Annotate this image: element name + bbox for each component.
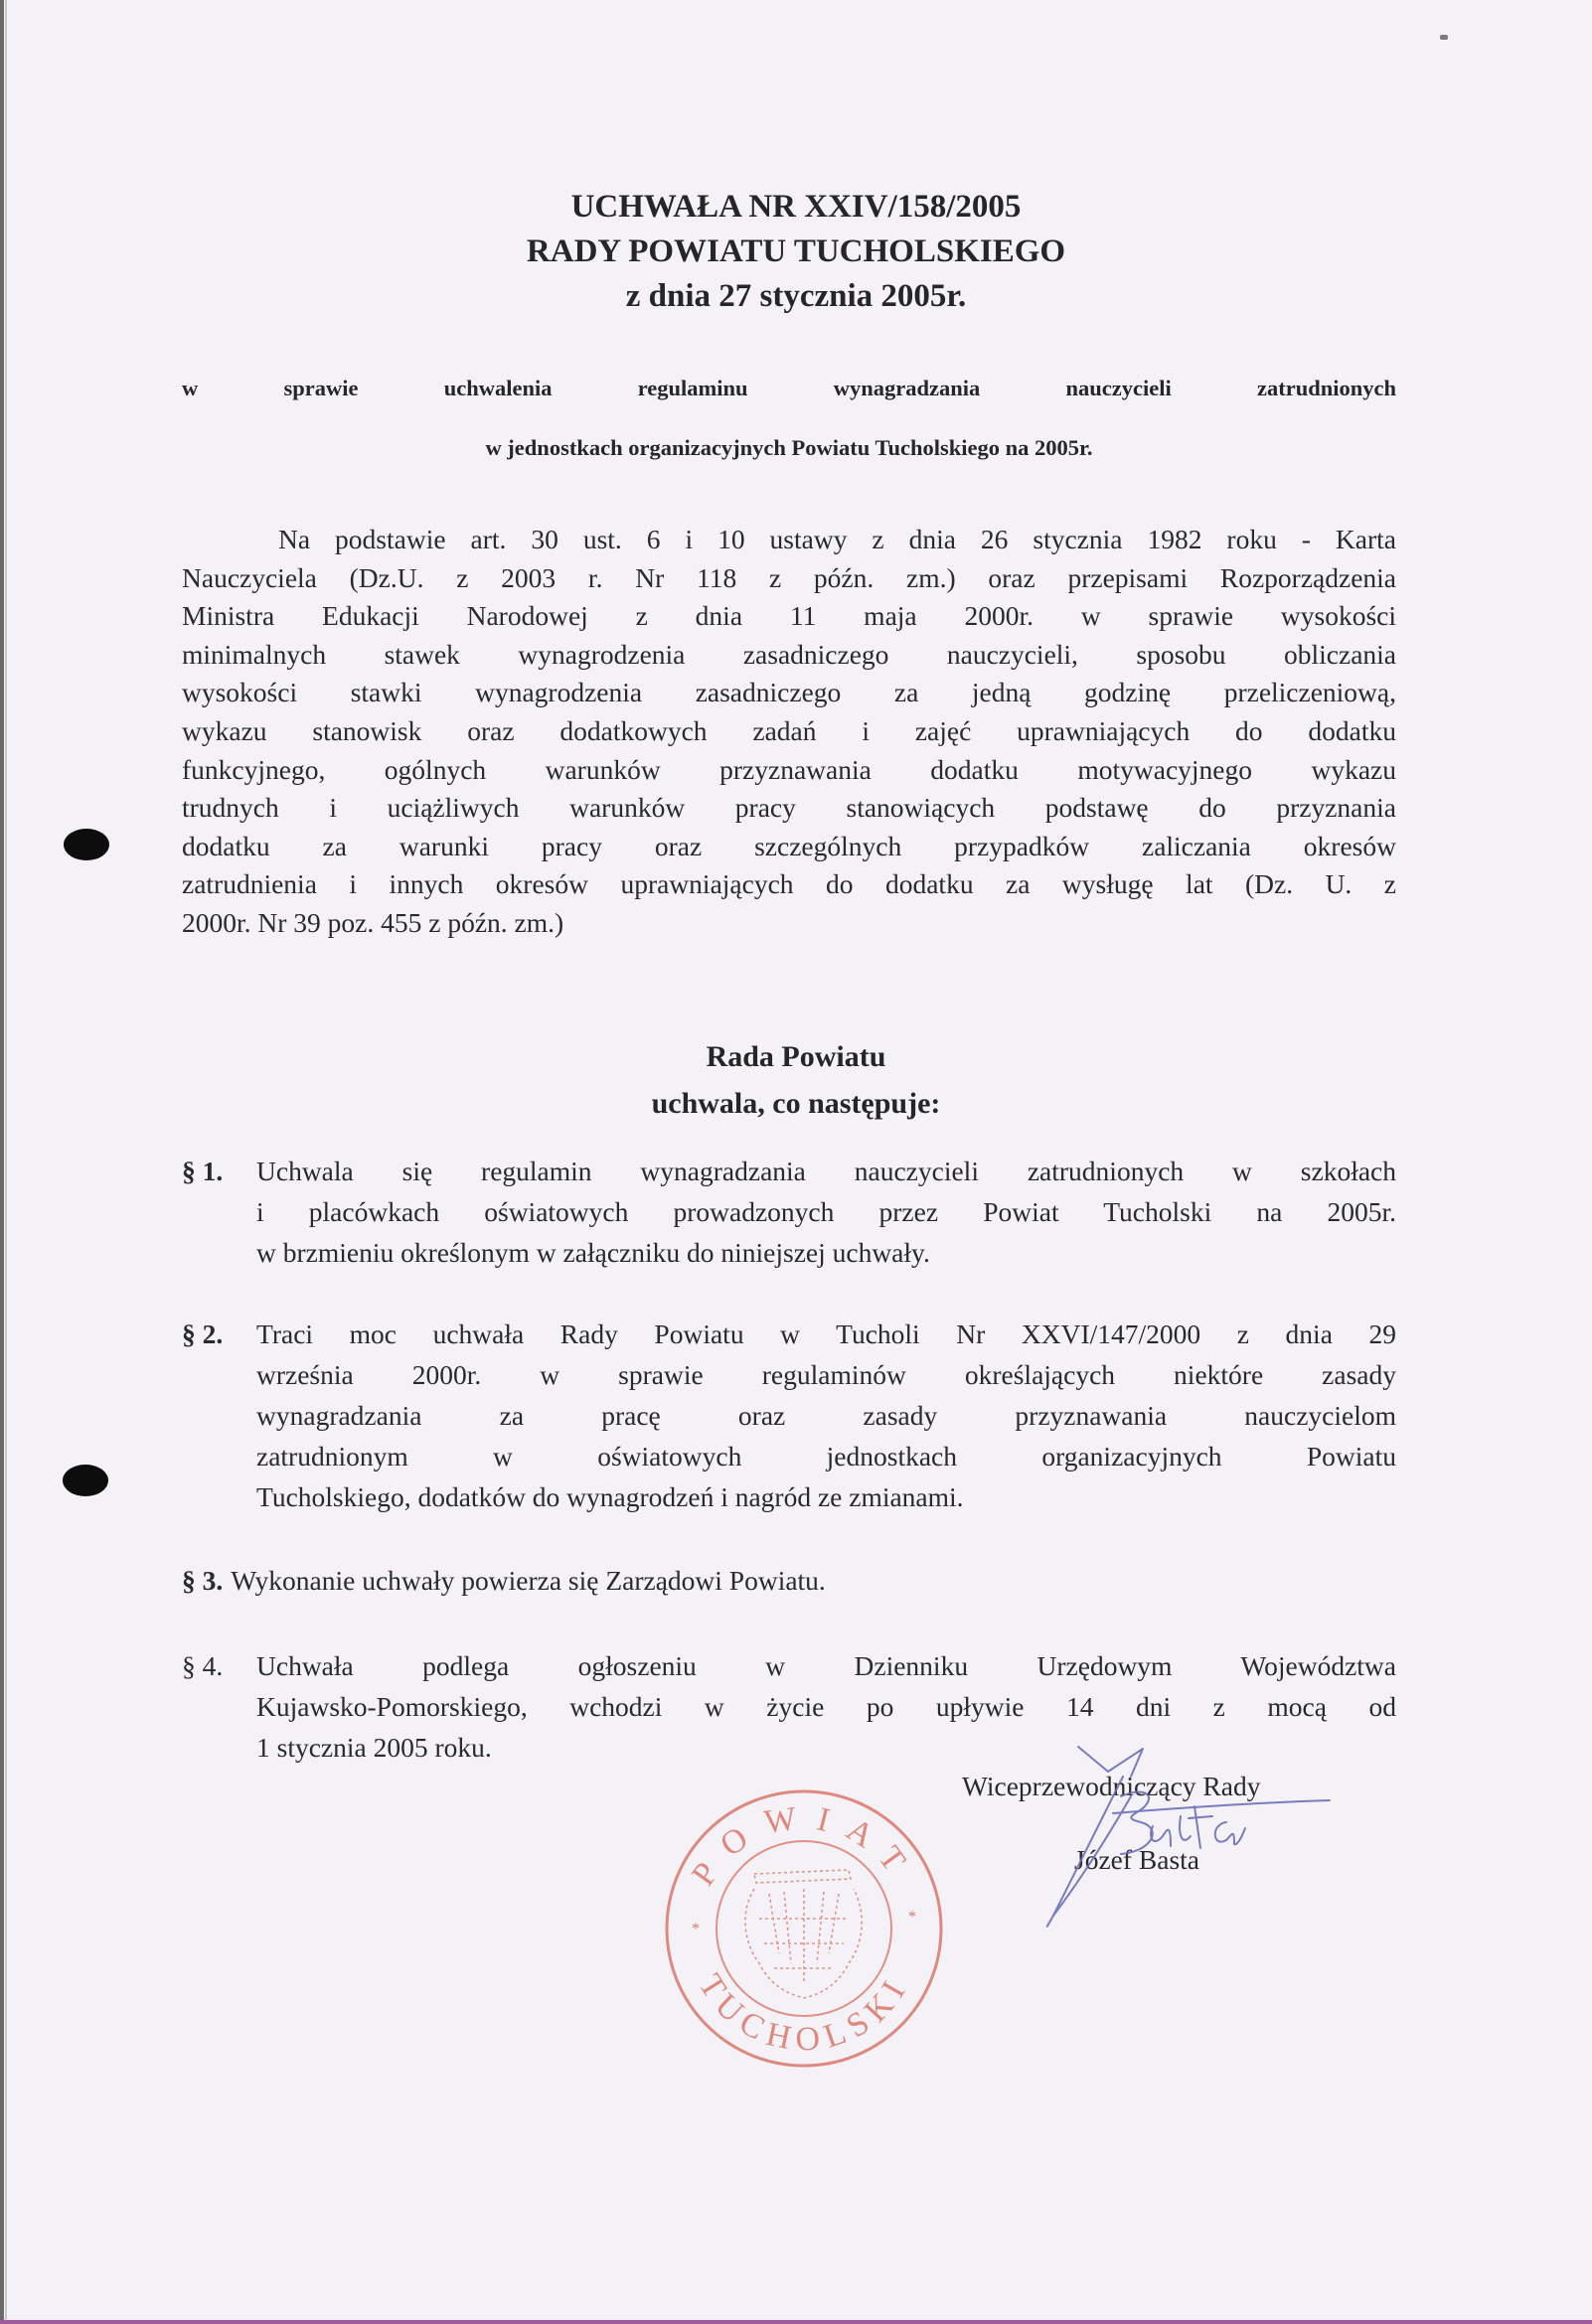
stamp-star-left: *: [692, 1921, 700, 1937]
legal-basis-line: wysokości stawki wynagrodzenia zasadniczego za jedną godzinę przeliczeniową,: [182, 677, 1396, 708]
signatory-title: Wiceprzewodniczący Rady: [962, 1771, 1261, 1801]
legal-basis-line: minimalnych stawek wynagrodzenia zasadniczego nauczycieli, sposobu obliczania: [182, 638, 1396, 670]
paragraph-1: [182, 1151, 1396, 1273]
council-name: Rada Powiatu: [706, 1040, 886, 1073]
paragraph-line: Wykonanie uchwały powierza się Zarządowi Powiatu.: [231, 1565, 826, 1596]
page-edge-left: [0, 0, 4, 2324]
paragraph-line: i placówkach oświatowych prowadzonych przez Powiat Tucholski na 2005r.: [256, 1196, 1396, 1227]
legal-basis-line: wykazu stanowisk oraz dodatkowych zadań i zajęć uprawniających do dodatku: [182, 714, 1396, 746]
subject-line-1: w sprawie uchwalenia regulaminu wynagradzania nauczycieli zatrudnionych: [182, 376, 1396, 400]
legal-basis-line: 2000r. Nr 39 poz. 455 z późn. zm.): [182, 906, 564, 938]
paragraph-number: § 4.: [182, 1650, 224, 1681]
paragraph-line: Uchwala się regulamin wynagradzania nauczycieli zatrudnionych w szkołach: [256, 1156, 1396, 1186]
punch-hole-top: [64, 829, 109, 860]
paragraph-line: Kujawsko-Pomorskiego, wchodzi w życie po upływie 14 dni z mocą od: [256, 1691, 1396, 1722]
legal-basis-line: funkcyjnego, ogólnych warunków przyznawania dodatku motywacyjnego wykazu: [182, 753, 1396, 785]
council-heading: [0, 1033, 1592, 1127]
stamp-star-right: *: [908, 1909, 916, 1926]
paragraph-3: [182, 1560, 1396, 1601]
legal-basis-line: trudnych i uciążliwych warunków pracy stanowiących podstawę do przyznania: [182, 792, 1396, 824]
page-edge-bottom: [0, 2320, 1592, 2324]
legal-basis-line: Nauczyciela (Dz.U. z 2003 r. Nr 118 z późn. zm.) oraz przepisami Rozporządzenia: [182, 561, 1396, 593]
stamp-bottom-text: TUCHOLSKI: [691, 1967, 917, 2059]
scan-speck: [1440, 35, 1448, 40]
paragraph-line: 1 stycznia 2005 roku.: [256, 1732, 492, 1763]
official-stamp: [660, 1784, 948, 2073]
council-resolves: uchwala, co następuje:: [651, 1087, 941, 1120]
paragraph-line: w brzmieniu określonym w załączniku do niniejszej uchwały.: [256, 1237, 930, 1268]
stamp-top-text: POWIAT: [685, 1797, 923, 1893]
signatory-name: Józef Basta: [1074, 1844, 1199, 1875]
paragraph-line: wynagradzania za pracę oraz zasady przyznawania nauczycielom: [256, 1400, 1396, 1431]
handwritten-signature: [1014, 1737, 1332, 1945]
subject-line-2: w jednostkach organizacyjnych Powiatu Tucholskiego na 2005r.: [485, 435, 1093, 460]
paragraph-line: zatrudnionym w oświatowych jednostkach organizacyjnych Powiatu: [256, 1441, 1396, 1472]
page-edge-shadow: [5, 0, 7, 2324]
paragraph-line: Tucholskiego, dodatków do wynagrodzeń i nagród ze zmianami.: [256, 1481, 964, 1512]
paragraph-line: Traci moc uchwała Rady Powiatu w Tucholi Nr XXVI/147/2000 z dnia 29: [256, 1318, 1396, 1349]
title-issuer: RADY POWIATU TUCHOLSKIEGO: [526, 233, 1066, 269]
title-date: z dnia 27 stycznia 2005r.: [625, 278, 967, 314]
legal-basis-line: dodatku za warunki pracy oraz szczególnych przypadków zaliczania okresów: [182, 830, 1396, 861]
title-number: UCHWAŁA NR XXIV/158/2005: [570, 189, 1022, 225]
legal-basis-line: zatrudnienia i innych okresów uprawniających do dodatku za wysługę lat (Dz. U. z: [182, 868, 1396, 900]
paragraph-number: § 3.: [182, 1565, 224, 1596]
eagle-emblem-icon: [745, 1870, 862, 1998]
paragraph-number: § 1.: [182, 1156, 224, 1186]
legal-basis-line: Na podstawie art. 30 ust. 6 i 10 ustawy z dnia 26 stycznia 1982 roku - Karta: [278, 524, 1396, 554]
punch-hole-bottom: [63, 1465, 108, 1496]
paragraph-number: § 2.: [182, 1318, 224, 1349]
paragraph-2: [182, 1314, 1396, 1517]
legal-basis: [182, 521, 1396, 943]
paragraph-line: Uchwała podlega ogłoszeniu w Dzienniku Urzędowym Województwa: [256, 1650, 1396, 1681]
legal-basis-line: Ministra Edukacji Narodowej z dnia 11 maja 2000r. w sprawie wysokości: [182, 600, 1396, 632]
resolution-title: [0, 185, 1592, 319]
paragraph-line: września 2000r. w sprawie regulaminów określających niektóre zasady: [256, 1359, 1396, 1390]
